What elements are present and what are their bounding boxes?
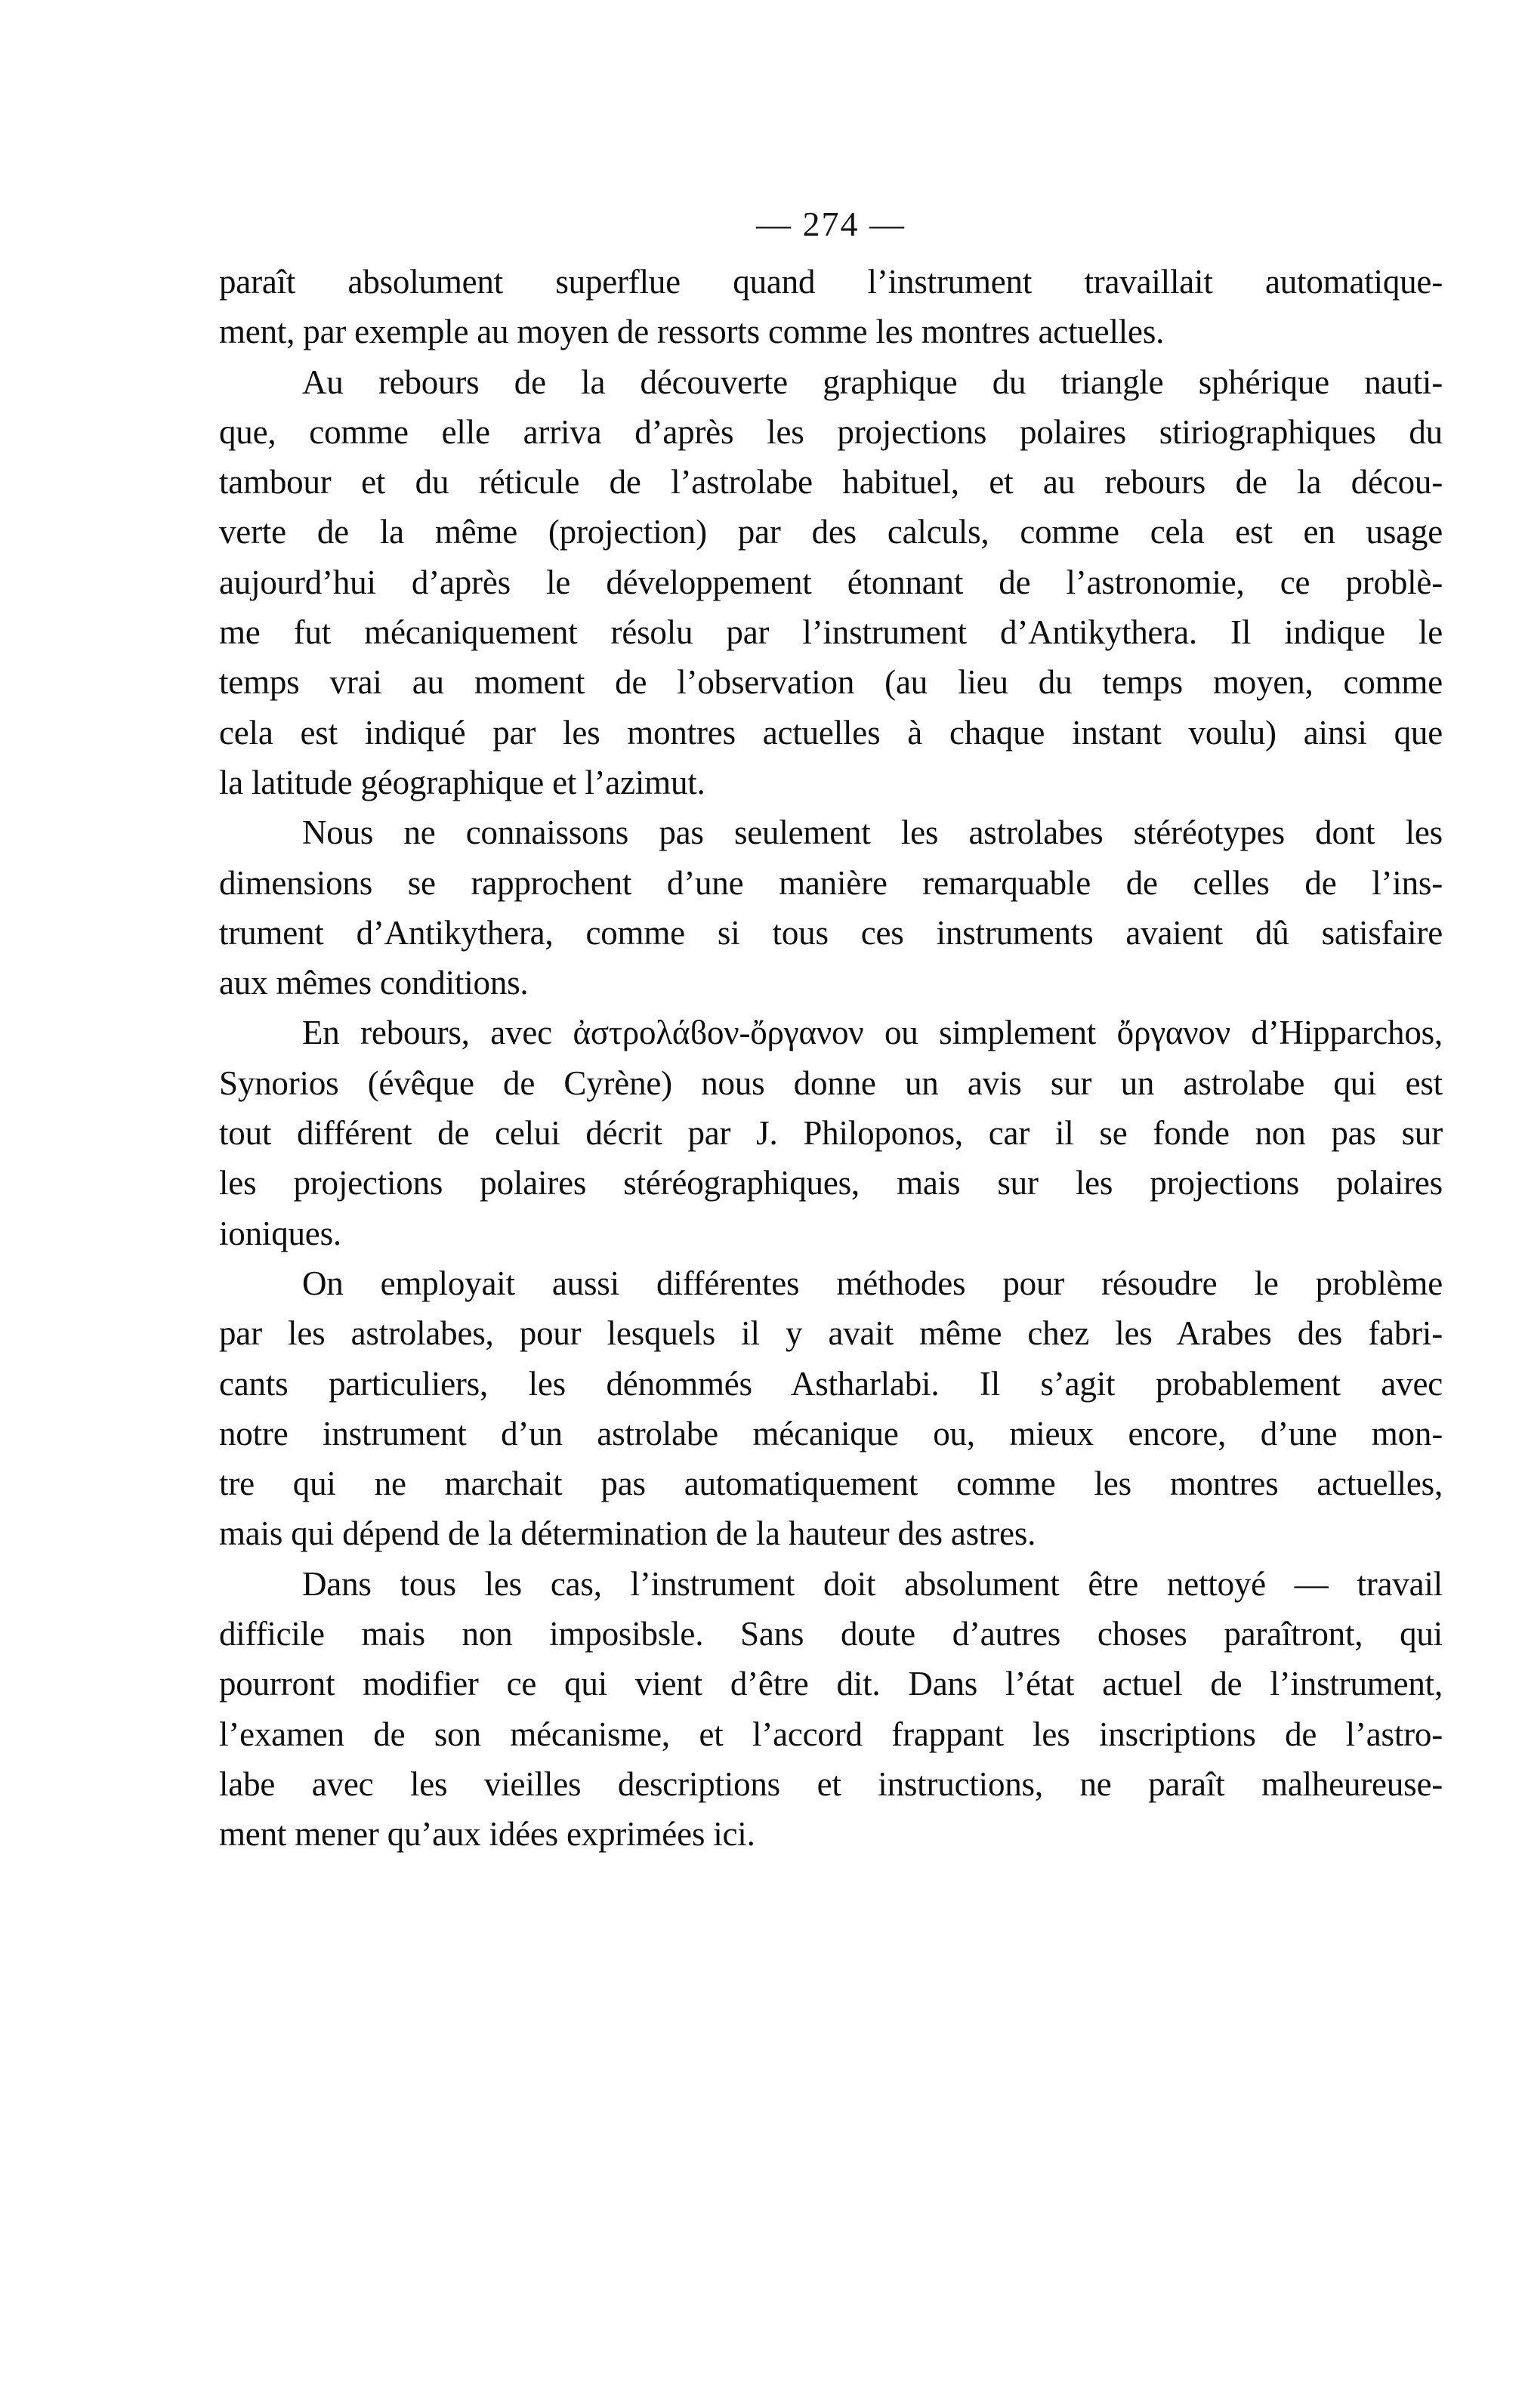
text-line: Nous ne connaissons pas seulement les astrolabes stéréotypes dont les	[302, 813, 1443, 852]
text-line: notre instrument d’un astrolabe mécanique ou, mieux encore, d’une mon-	[219, 1414, 1443, 1453]
text-line: ment mener qu’aux idées exprimées ici.	[219, 1815, 755, 1854]
text-line: pourront modifier ce qui vient d’être dit. Dans l’état actuel de l’instrument,	[219, 1665, 1443, 1703]
text-line: Dans tous les cas, l’instrument doit absolument être nettoyé — travail	[302, 1564, 1443, 1603]
text-line: l’examen de son mécanisme, et l’accord frappant les inscriptions de l’astro-	[219, 1715, 1443, 1753]
text-line: On employait aussi différentes méthodes pour résoudre le problème	[302, 1264, 1443, 1302]
text-line: tambour et du réticule de l’astrolabe habituel, et au rebours de la décou-	[219, 463, 1443, 502]
text-line: En rebours, avec ἀστρολάϐον-ὄργανον ou simplement ὄργανον d’Hipparchos,	[302, 1014, 1443, 1052]
text-line: temps vrai au moment de l’observation (au lieu du temps moyen, comme	[219, 663, 1443, 702]
text-block	[219, 257, 1443, 1860]
text-line: Synorios (évêque de Cyrène) nous donne un avis sur un astrolabe qui est	[219, 1064, 1443, 1102]
text-line: ment, par exemple au moyen de ressorts comme les montres actuelles.	[219, 313, 1165, 351]
text-line: paraît absolument superflue quand l’instrument travaillait automatique-	[219, 263, 1443, 301]
text-line: aujourd’hui d’après le développement étonnant de l’astronomie, ce problè-	[219, 563, 1443, 601]
text-line: ioniques.	[219, 1214, 341, 1252]
paragraph	[219, 1008, 1443, 1258]
text-line: me fut mécaniquement résolu par l’instrument d’Antikythera. Il indique le	[219, 613, 1443, 652]
text-line: dimensions se rapprochent d’une manière remarquable de celles de l’ins-	[219, 863, 1443, 902]
text-line: cela est indiqué par les montres actuelles à chaque instant voulu) ainsi que	[219, 713, 1443, 752]
paragraph	[219, 257, 1443, 357]
text-line: difficile mais non imposibsle. Sans doute d’autres choses paraîtront, qui	[219, 1615, 1443, 1653]
paragraph	[219, 357, 1443, 808]
paragraph	[219, 1258, 1443, 1559]
text-line: les projections polaires stéréographiques, mais sur les projections polaires	[219, 1164, 1443, 1202]
page-number-header: — 274 —	[756, 205, 906, 243]
text-line: Au rebours de la découverte graphique du triangle sphérique nauti-	[302, 363, 1443, 401]
text-line: que, comme elle arriva d’après les projections polaires stiriographiques du	[219, 412, 1443, 451]
text-line: tout différent de celui décrit par J. Philoponos, car il se fonde non pas sur	[219, 1114, 1443, 1153]
text-line: par les astrolabes, pour lesquels il y avait même chez les Arabes des fabri-	[219, 1314, 1443, 1353]
text-line: labe avec les vieilles descriptions et instructions, ne paraît malheureuse-	[219, 1764, 1443, 1803]
text-line: la latitude géographique et l’azimut.	[219, 763, 705, 801]
text-line: cants particuliers, les dénommés Astharlabi. Il s’agit probablement avec	[219, 1364, 1443, 1403]
text-line: aux mêmes conditions.	[219, 964, 529, 1002]
text-line: verte de la même (projection) par des calculs, comme cela est en usage	[219, 513, 1443, 551]
text-line: mais qui dépend de la détermination de la hauteur des astres.	[219, 1514, 1036, 1553]
text-line: trument d’Antikythera, comme si tous ces instruments avaient dû satisfaire	[219, 913, 1443, 952]
paragraph	[219, 1559, 1443, 1860]
text-line: tre qui ne marchait pas automatiquement comme les montres actuelles,	[219, 1465, 1443, 1503]
paragraph	[219, 807, 1443, 1008]
